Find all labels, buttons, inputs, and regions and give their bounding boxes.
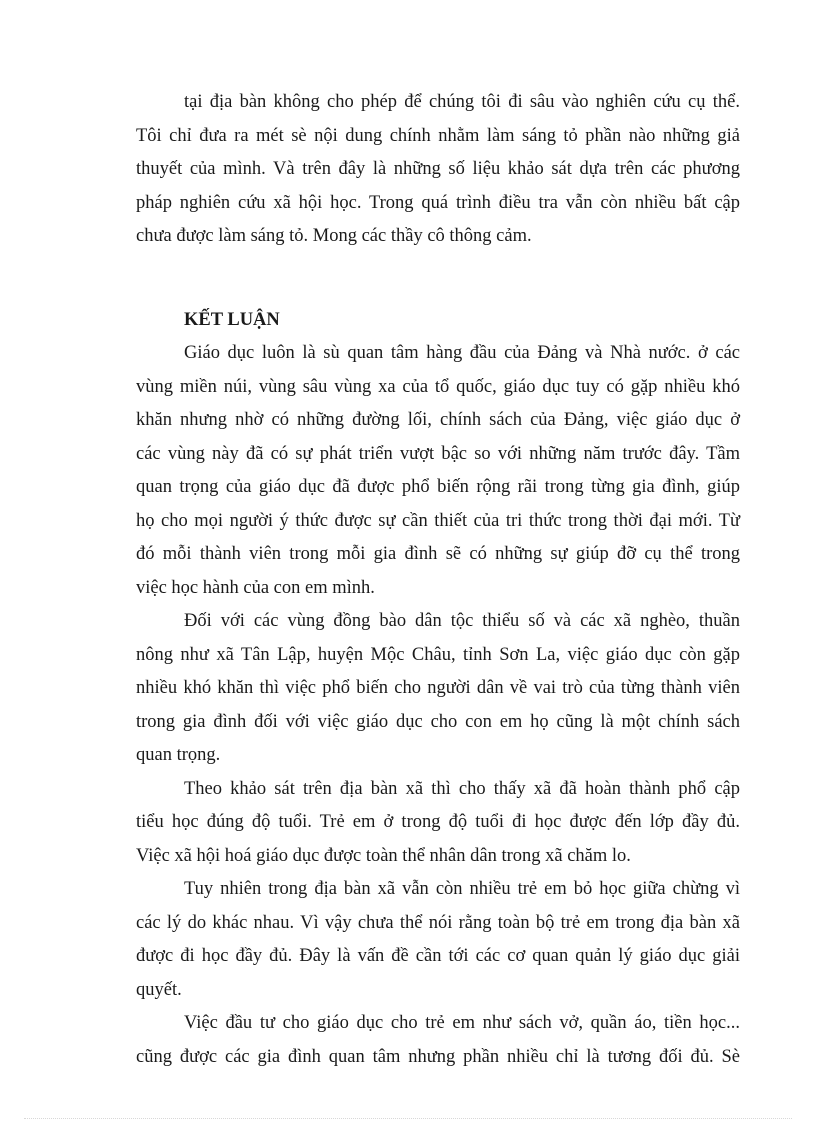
text-line: Việc đầu tư cho giáo dục cho trẻ em như sách vở, quần áo, tiền học... [184,1013,740,1033]
text-line: họ cho mọi người ý thức được sự cần thiết của tri thức trong thời đại mới. Từ [136,510,740,531]
text-line: thuyết của mình. Và trên đây là những số liệu khảo sát dựa trên các phương [136,159,740,179]
text-line: tại địa bàn không cho phép để chúng tôi đi sâu vào nghiên cứu cụ thể. [184,92,740,112]
text-line: Đối với các vùng đồng bào dân tộc thiểu số và các xã nghèo, thuần [184,611,740,631]
text-line: Tôi chỉ đưa ra mét sè nội dung chính nhằm làm sáng tỏ phần nào những giả [136,125,740,146]
text-line: Tuy nhiên trong địa bàn xã vẫn còn nhiều trẻ em bỏ học giữa chừng vì [184,879,740,899]
page-bottom-border [24,1118,792,1119]
paragraph-3 [136,773,740,874]
text-line: nhiều khó khăn thì việc phổ biến cho người dân về vai trò của từng thành viên [136,678,740,698]
text-line: trong gia đình đối với việc giáo dục cho con em họ cũng là một chính sách [136,711,740,732]
section-heading: KẾT LUẬN [184,309,280,330]
text-line: chưa được làm sáng tỏ. Mong các thầy cô thông cảm. [136,226,532,246]
text-line: nông như xã Tân Lập, huyện Mộc Châu, tỉnh Sơn La, việc giáo dục còn gặp [136,644,740,665]
document-body [136,86,740,1074]
text-line: quan trọng của giáo dục đã được phổ biến rộng rãi trong từng gia đình, giúp [136,477,740,497]
text-line: quyết. [136,979,182,1000]
text-line: pháp nghiên cứu xã hội học. Trong quá trình điều tra vẫn còn nhiều bất cập [136,192,740,213]
text-line: quan trọng. [136,745,221,765]
intro-paragraph [136,86,740,254]
text-line: các vùng này đã có sự phát triển vượt bậc so với những năm trước đây. Tầm [136,443,740,464]
text-line: vùng miền núi, vùng sâu vùng xa của tổ quốc, giáo dục tuy có gặp nhiều khó [136,376,740,397]
text-line: được đi học đầy đủ. Đây là vấn đề cần tới các cơ quan quản lý giáo dục giải [136,946,740,966]
text-line: đó mỗi thành viên trong mỗi gia đình sẽ có những sự giúp đỡ cụ thể trong [136,544,740,564]
text-line: cũng được các gia đình quan tâm nhưng phần nhiều chỉ là tương đối đủ. Sè [136,1046,740,1067]
paragraph-4 [136,873,740,1007]
text-line: tiểu học đúng độ tuổi. Trẻ em ở trong độ tuổi đi học được đến lớp đầy đủ. [136,812,740,832]
text-line: Giáo dục luôn là sù quan tâm hàng đầu của Đảng và Nhà nước. ở các [184,343,740,363]
section-gap [136,254,740,304]
text-line: Việc xã hội hoá giáo dục được toàn thể nhân dân trong xã chăm lo. [136,845,631,866]
paragraph-1 [136,337,740,605]
paragraph-5 [136,1007,740,1074]
text-line: việc học hành của con em mình. [136,577,375,598]
text-line: các lý do khác nhau. Vì vậy chưa thể nói rằng toàn bộ trẻ em trong địa bàn xã [136,912,740,933]
paragraph-2 [136,605,740,773]
text-line: khăn nhưng nhờ có những đường lối, chính sách của Đảng, việc giáo dục ở [136,410,740,430]
text-line: Theo khảo sát trên địa bàn xã thì cho thấy xã đã hoàn thành phổ cập [184,778,740,799]
